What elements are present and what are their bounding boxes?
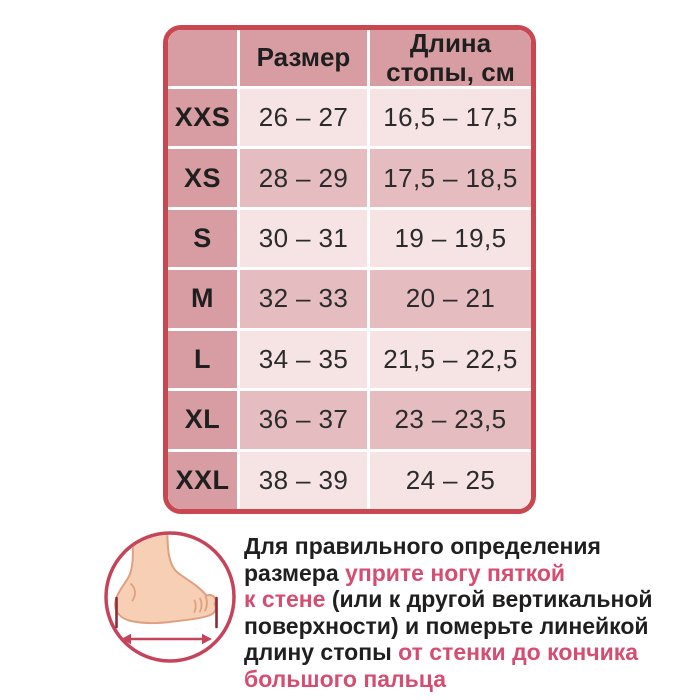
size-label: XL xyxy=(168,391,237,448)
size-label: L xyxy=(168,331,237,388)
note-line xyxy=(244,639,696,666)
foot-length-range: 16,5 – 17,5 xyxy=(370,89,531,146)
size-range: 38 – 39 xyxy=(240,452,367,509)
column-header-foot-length-line1: Длина xyxy=(409,27,492,58)
note-line xyxy=(244,586,696,613)
note-text-highlight: к стене xyxy=(244,586,326,612)
foot-length-range: 20 – 21 xyxy=(370,270,531,327)
size-label: S xyxy=(168,210,237,267)
foot-length-range: 19 – 19,5 xyxy=(370,210,531,267)
note-line xyxy=(244,560,696,587)
foot-measure-icon xyxy=(101,529,239,667)
size-range: 34 – 35 xyxy=(240,331,367,388)
size-label: M xyxy=(168,270,237,327)
note-line xyxy=(244,533,696,560)
note-text: размера xyxy=(244,559,346,586)
foot-length-range: 24 – 25 xyxy=(370,452,531,509)
column-header-foot-length-line2: стопы, см xyxy=(386,57,515,87)
note-line xyxy=(244,613,696,640)
measurement-note xyxy=(244,533,696,692)
column-header-size: Размер xyxy=(240,30,367,86)
note-text-highlight: от стенки до кончика xyxy=(398,639,639,665)
size-range: 30 – 31 xyxy=(240,210,367,267)
foot-length-range: 23 – 23,5 xyxy=(370,391,531,448)
size-label: XXS xyxy=(168,89,237,146)
foot-length-range: 21,5 – 22,5 xyxy=(370,331,531,388)
size-range: 28 – 29 xyxy=(240,149,367,206)
size-table xyxy=(163,25,536,514)
size-label: XXL xyxy=(168,452,237,509)
note-text-highlight: большого пальца xyxy=(244,665,447,692)
size-table-grid xyxy=(168,27,531,509)
size-label: XS xyxy=(168,149,237,206)
note-line xyxy=(244,666,696,693)
foot-length-range: 17,5 – 18,5 xyxy=(370,149,531,206)
size-range: 26 – 27 xyxy=(240,89,367,146)
size-range: 32 – 33 xyxy=(240,270,367,327)
note-text-highlight: уприте ногу пяткой xyxy=(345,559,566,586)
size-range: 36 – 37 xyxy=(240,391,367,448)
table-corner-cell xyxy=(168,30,237,86)
column-header-foot-length xyxy=(370,27,531,87)
note-text: (или к другой вертикальной xyxy=(325,586,653,612)
note-text: поверхности) и померьте линейкой xyxy=(244,612,649,639)
note-text: Для правильного определения xyxy=(244,533,601,559)
note-text: длину стопы xyxy=(244,639,399,665)
